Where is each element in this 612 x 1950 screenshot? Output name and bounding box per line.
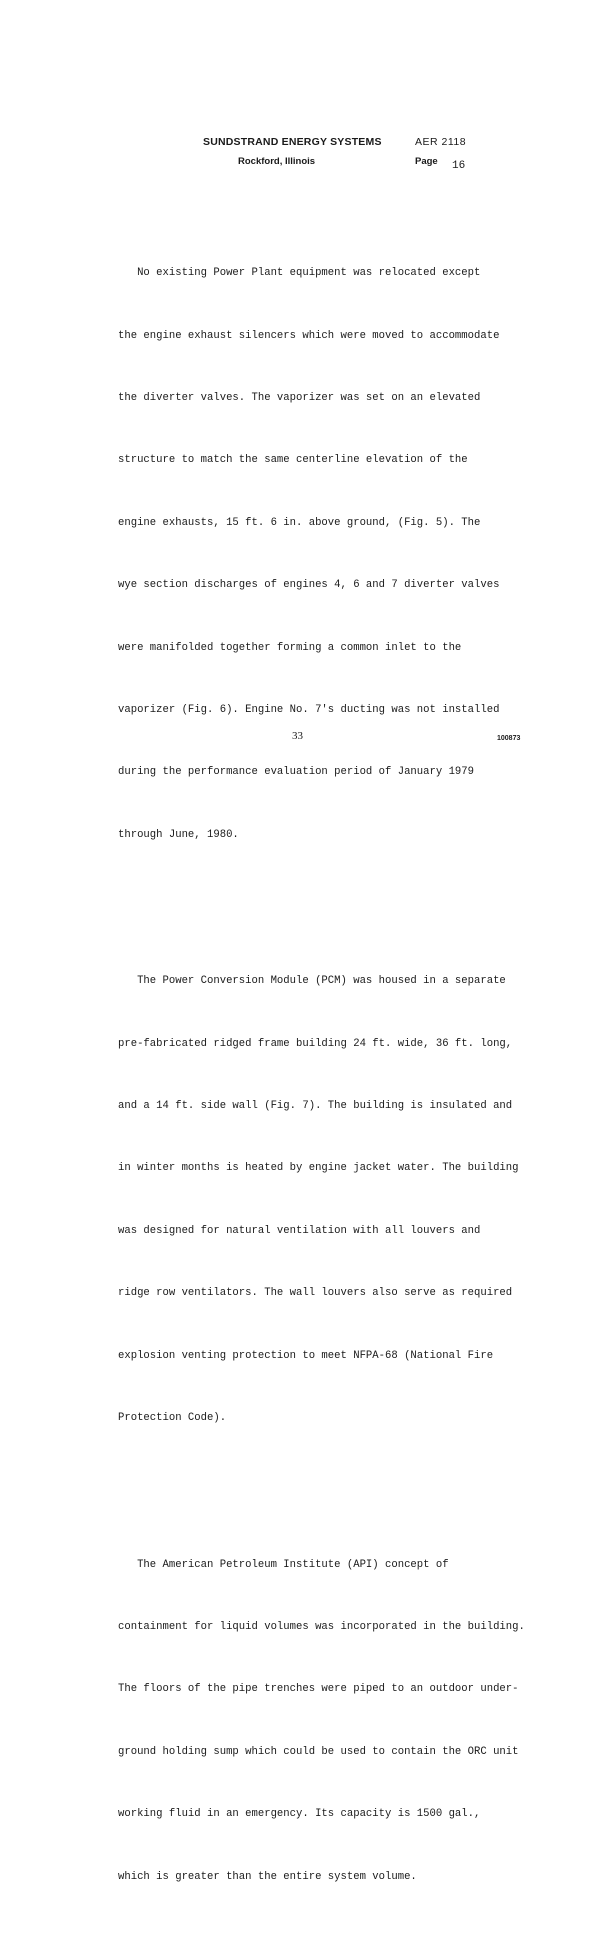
- text-line: vaporizer (Fig. 6). Engine No. 7's ducting was not installed: [118, 703, 500, 716]
- text-line: explosion venting protection to meet NFPA-68 (National Fire: [118, 1349, 494, 1362]
- header-company: SUNDSTRAND ENERGY SYSTEMS: [203, 136, 382, 148]
- footer-page-number: 33: [292, 730, 303, 742]
- text-line: was designed for natural ventilation with all louvers and: [118, 1224, 481, 1237]
- header-report-id: AER 2118: [415, 136, 467, 148]
- text-line: the engine exhaust silencers which were moved to accommodate: [118, 329, 500, 342]
- text-line: pre-fabricated ridged frame building 24 ft. wide, 36 ft. long,: [118, 1037, 513, 1050]
- text-line: containment for liquid volumes was incorporated in the building.: [118, 1620, 525, 1633]
- text-line: No existing Power Plant equipment was relocated except: [118, 267, 481, 280]
- text-line: wye section discharges of engines 4, 6 and 7 diverter valves: [118, 579, 500, 592]
- text-line: structure to match the same centerline elevation of the: [118, 454, 468, 467]
- body-text: [118, 180, 525, 1950]
- paragraph-3: [118, 1513, 525, 1929]
- text-line: ridge row ventilators. The wall louvers also serve as required: [118, 1287, 513, 1300]
- text-line: The Power Conversion Module (PCM) was housed in a separate: [118, 975, 506, 988]
- footer-document-code: 100873: [497, 735, 521, 742]
- text-line: in winter months is heated by engine jacket water. The building: [118, 1162, 519, 1175]
- text-line: and a 14 ft. side wall (Fig. 7). The building is insulated and: [118, 1100, 513, 1113]
- text-line: working fluid in an emergency. Its capacity is 1500 gal.,: [118, 1808, 481, 1821]
- header-location: Rockford, Illinois: [238, 156, 316, 167]
- text-line: which is greater than the entire system volume.: [118, 1870, 417, 1883]
- text-line: engine exhausts, 15 ft. 6 in. above ground, (Fig. 5). The: [118, 516, 481, 529]
- header-page-label: Page: [415, 156, 438, 167]
- text-line: The floors of the pipe trenches were piped to an outdoor under-: [118, 1683, 519, 1696]
- paragraph-1: [118, 222, 521, 888]
- text-line: during the performance evaluation period of January 1979: [118, 766, 475, 779]
- text-line: were manifolded together forming a common inlet to the: [118, 641, 462, 654]
- text-line: the diverter valves. The vaporizer was set on an elevated: [118, 391, 481, 404]
- text-line: Protection Code).: [118, 1412, 227, 1425]
- text-line: The American Petroleum Institute (API) concept of: [118, 1558, 449, 1571]
- header-page-number: 16: [452, 160, 466, 172]
- paragraph-2: [118, 930, 518, 1471]
- text-line: through June, 1980.: [118, 828, 239, 841]
- text-line: ground holding sump which could be used to contain the ORC unit: [118, 1745, 519, 1758]
